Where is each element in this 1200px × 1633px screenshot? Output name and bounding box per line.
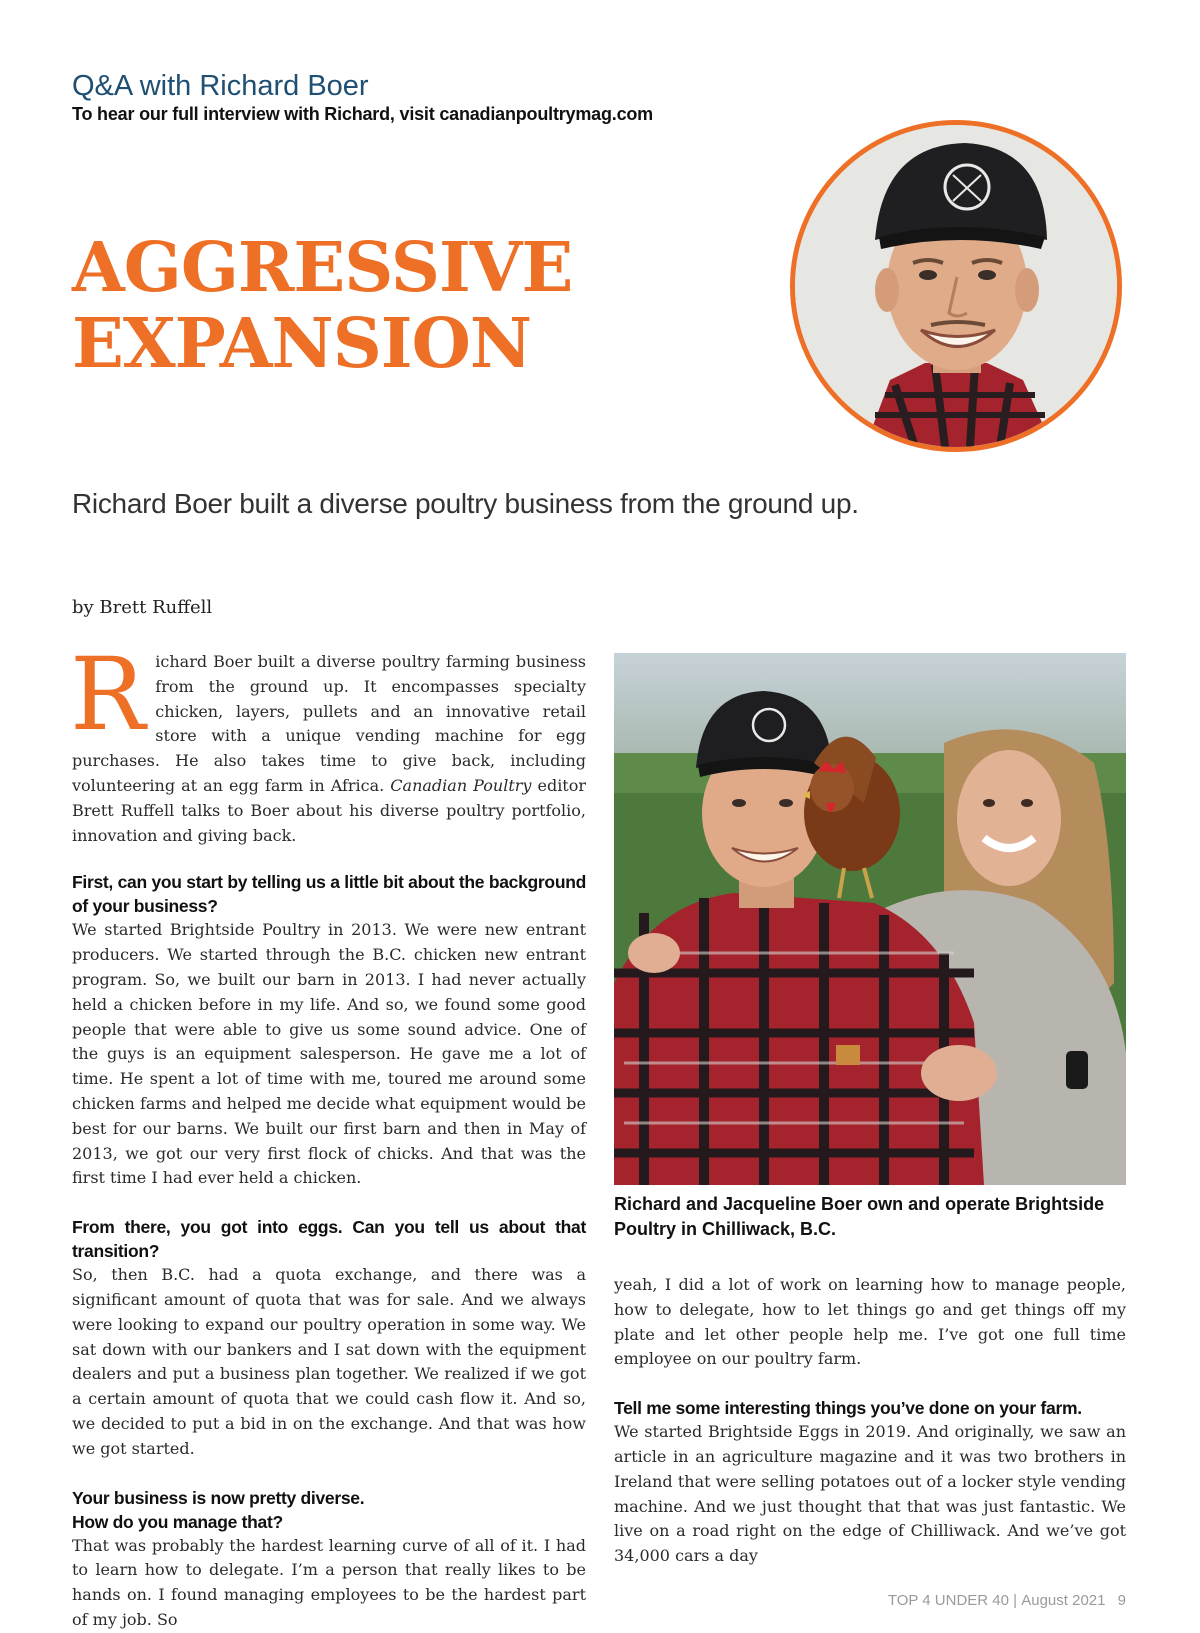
portrait-photo bbox=[790, 120, 1122, 452]
answer-3-continuation: yeah, I did a lot of work on learning how to manage people, how to delegate, how to let things go and get things off my plate and let other people help me. I’ve got one full time employee on our poultry farm. bbox=[614, 1275, 1126, 1369]
headline-line-2: EXPANSION bbox=[72, 304, 531, 384]
headline bbox=[72, 230, 572, 382]
question-4: Tell me some interesting things you’ve done on your farm. bbox=[614, 1398, 1082, 1419]
photo-caption: Richard and Jacqueline Boer own and operate Brightside Poultry in Chilliwack, B.C. bbox=[614, 1194, 1105, 1239]
question-3-line-1: Your business is now pretty diverse. bbox=[72, 1487, 365, 1508]
article-dek: Richard Boer built a diverse poultry business from the ground up. bbox=[72, 488, 859, 519]
answer-4: We started Brightside Eggs in 2019. And originally, we saw an article in an agriculture magazine and it was two brothers in Ireland that were selling potatoes out of a locker style vending machine. And we just thought that that was just fantastic. We live on a road right on the edge of Chilliwack. And we’ve got 34,000 cars a day bbox=[614, 1422, 1126, 1566]
footer-separator: | bbox=[1013, 1592, 1018, 1609]
byline: by Brett Ruffell bbox=[72, 597, 213, 618]
intro-paragraph bbox=[70, 636, 587, 848]
footer-issue: August 2021 bbox=[1021, 1592, 1106, 1609]
drop-cap: R bbox=[70, 636, 146, 753]
couple-photo-illustration bbox=[614, 653, 1126, 1185]
right-column bbox=[614, 1273, 1126, 1569]
publication-name: Canadian Poultry bbox=[390, 775, 532, 795]
left-column bbox=[70, 636, 587, 1633]
portrait-illustration bbox=[795, 125, 1117, 447]
question-1: First, can you start by telling us a little bit about the background of your business? bbox=[72, 872, 586, 917]
question-2: From there, you got into eggs. Can you tell us about that transition? bbox=[72, 1217, 586, 1262]
interview-link-tagline: To hear our full interview with Richard, visit canadianpoultrymag.com bbox=[72, 104, 653, 124]
answer-2: So, then B.C. had a quota exchange, and there was a significant amount of quota that was for sale. And we always were looking to expand our poultry operation in some way. We sat down with our bankers and I sat down with the equipment dealers and put a business plan together. We realized if we got a certain amount of quota that we could cash flow it. And so, we decided to put a bid in on the exchange. And that was how we got started. bbox=[72, 1265, 586, 1458]
intro-text-b: editor Brett Ruffell talks to Boer about his diverse poultry portfolio, innovation and giving back. bbox=[72, 775, 587, 845]
couple-with-chicken-photo bbox=[614, 653, 1126, 1185]
page-footer bbox=[888, 1592, 1126, 1609]
headline-line-1: AGGRESSIVE bbox=[72, 228, 573, 308]
footer-section: TOP 4 UNDER 40 bbox=[887, 1592, 1009, 1609]
answer-3: That was probably the hardest learning curve of all of it. I had to learn how to delegate. I’m a person that really likes to be hands on. I found managing employees to be the hardest part of my job. So bbox=[72, 1535, 586, 1629]
question-3 bbox=[72, 1486, 586, 1534]
intro-text-a: ichard Boer built a diverse poultry farming business from the ground up. It encompasses specialty chicken, layers, pullets and an innovative retail store with a unique vending machine for egg purchases. He also takes time to give back, including volunteering at an egg farm in Africa. bbox=[72, 652, 586, 795]
question-3-line-2: How do you manage that? bbox=[72, 1511, 283, 1532]
page-number: 9 bbox=[1117, 1592, 1126, 1609]
section-kicker: Q&A with Richard Boer bbox=[72, 70, 369, 102]
answer-1: We started Brightside Poultry in 2013. We were new entrant producers. We started through the B.C. chicken new entrant program. So, we built our barn in 2013. I had never actually held a chicken before in my life. And so, we found some good people that were able to give us some sound advice. One of the guys is an equipment salesperson. He gave me a lot of time. He spent a lot of time with me, toured me around some chicken farms and helped me decide what equipment would be best for our barns. We built our first barn and then in May of 2013, we got our very first flock of chicks. And that was the first time I had ever held a chicken. bbox=[72, 920, 586, 1188]
